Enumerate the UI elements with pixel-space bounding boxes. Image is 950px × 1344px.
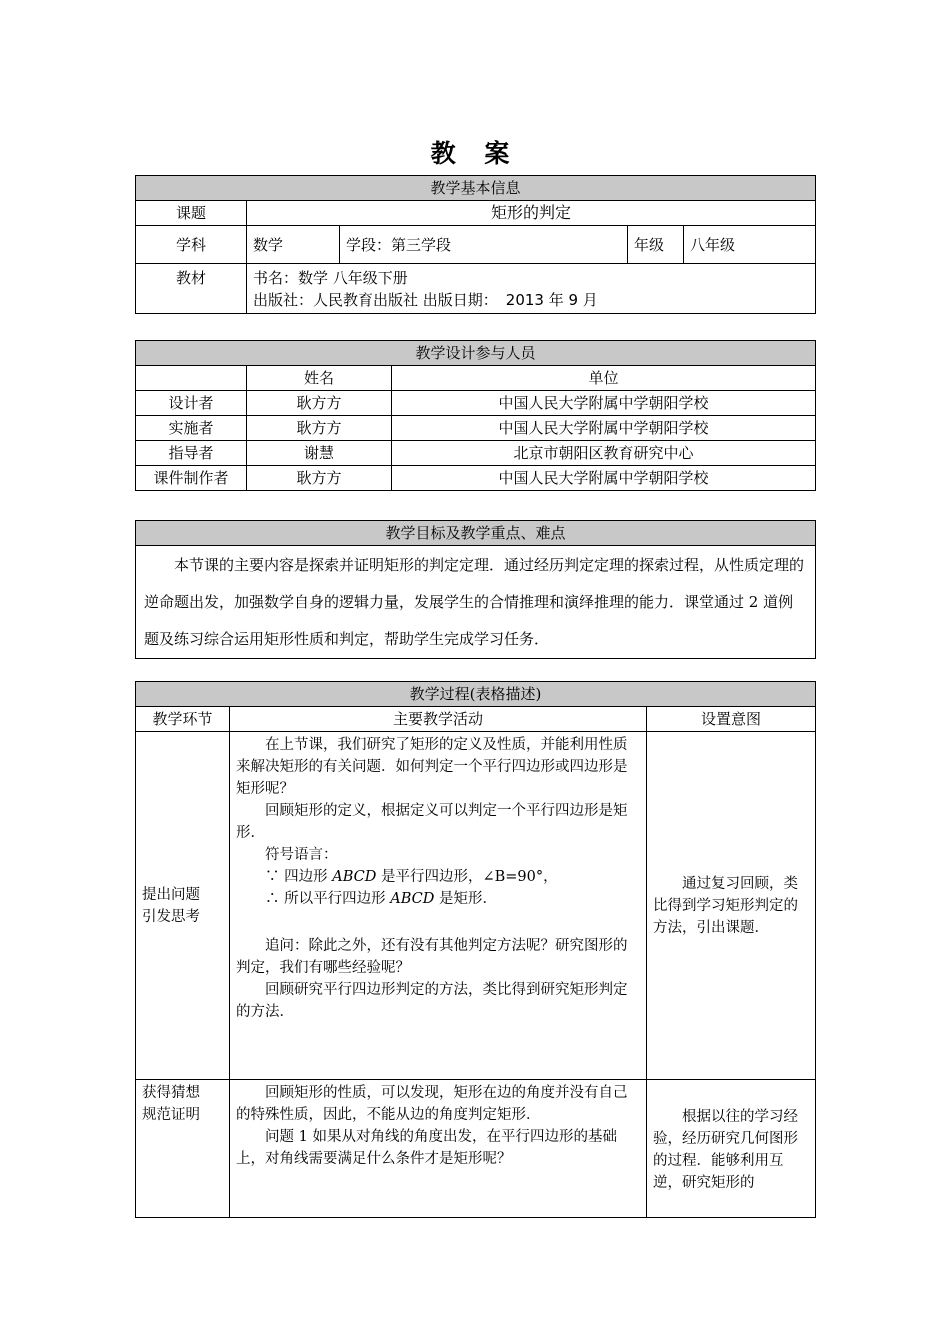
objectives-header: 教学目标及教学重点、难点 — [136, 521, 816, 546]
stage-text: 学段：第三学段 — [340, 226, 628, 264]
textbook-label: 教材 — [136, 264, 247, 314]
unit: 中国人民大学附属中学朝阳学校 — [392, 416, 816, 441]
textbook-info — [247, 264, 816, 314]
participants-header: 教学设计参与人员 — [136, 341, 816, 366]
person-name: 耿方方 — [247, 391, 392, 416]
role: 课件制作者 — [136, 466, 247, 491]
role: 实施者 — [136, 416, 247, 441]
publish-date: 2013 年 9 月 — [505, 291, 598, 309]
objectives-table — [135, 520, 816, 659]
col-stage: 教学环节 — [136, 707, 230, 732]
stage-1-line-1: 提出问题 — [142, 886, 200, 903]
col-name: 姓名 — [247, 366, 392, 391]
s1-p4-prefix: ∵ 四边形 — [265, 869, 333, 885]
unit: 北京市朝阳区教育研究中心 — [392, 441, 816, 466]
publisher-text: 出版社：人民教育出版社 出版日期： — [253, 291, 498, 309]
stage-1-activity — [230, 732, 647, 1080]
person-name: 耿方方 — [247, 466, 392, 491]
s1-paragraph-6: 追问：除此之外，还有没有其他判定方法呢？研究图形的判定，我们有哪些经验呢？ — [236, 937, 628, 976]
s1-paragraph-3: 符号语言： — [265, 847, 338, 863]
stage-1-line-2: 引发思考 — [142, 908, 200, 925]
stage-2 — [136, 1080, 230, 1218]
table-row — [136, 441, 816, 466]
subject-label: 学科 — [136, 226, 247, 264]
doc-title: 教 案 — [430, 139, 520, 168]
stage-2-activity — [230, 1080, 647, 1218]
s1-p5-suffix: 是矩形． — [434, 891, 497, 907]
subject-value: 数学 — [247, 226, 340, 264]
publisher-line — [253, 289, 809, 311]
s2-paragraph-2: 问题 1 如果从对角线的角度出发，在平行四边形的基础上，对角线需要满足什么条件才是矩形呢？ — [236, 1129, 617, 1167]
basic-info-header: 教学基本信息 — [136, 176, 816, 201]
book-line: 书名：数学 八年级下册 — [253, 269, 408, 287]
s1-paragraph-1: 在上节课，我们研究了矩形的定义及性质，并能利用性质来解决矩形的有关问题．如何判定一个平行四边形或四边形是矩形呢？ — [236, 737, 628, 797]
process-table — [135, 681, 816, 1218]
process-header: 教学过程(表格描述) — [136, 682, 816, 707]
table-row — [136, 466, 816, 491]
stage-2-line-1: 获得猜想 — [142, 1085, 200, 1101]
col-activity: 主要教学活动 — [230, 707, 647, 732]
objectives-text: 本节课的主要内容是探索并证明矩形的判定定理．通过经历判定定理的探索过程，从性质定理的逆命题出发，加强数学自身的逻辑力量，发展学生的合情推理和演绎推理的能力．课堂通过 2 道例题及练习综合运用矩形性质和判定，帮助学生完成学习任务． — [144, 556, 805, 648]
role: 指导者 — [136, 441, 247, 466]
s1-paragraph-2: 回顾矩形的定义，根据定义可以判定一个平行四边形是矩形． — [236, 803, 628, 841]
stage-1 — [136, 732, 230, 1080]
s1-paragraph-5 — [236, 888, 640, 910]
grade-label: 年级 — [628, 226, 684, 264]
topic-value: 矩形的判定 — [247, 201, 816, 226]
table-row — [136, 391, 816, 416]
col-intent: 设置意图 — [647, 707, 816, 732]
person-name: 耿方方 — [247, 416, 392, 441]
s1-p5-prefix: ∴ 所以平行四边形 — [265, 891, 391, 907]
unit: 中国人民大学附属中学朝阳学校 — [392, 466, 816, 491]
s1-paragraph-7: 回顾研究平行四边形判定的方法，类比得到研究矩形判定的方法． — [236, 981, 628, 1020]
spacer — [236, 910, 640, 935]
person-name: 谢慧 — [247, 441, 392, 466]
s2-intent: 根据以往的学习经验，经历研究几何图形的过程．能够利用互逆，研究矩形的 — [653, 1109, 798, 1191]
unit: 中国人民大学附属中学朝阳学校 — [392, 391, 816, 416]
stage-2-line-2: 规范证明 — [142, 1107, 200, 1123]
role: 设计者 — [136, 391, 247, 416]
s2-paragraph-1: 回顾矩形的性质，可以发现，矩形在边的角度并没有自己的特殊性质，因此，不能从边的角度判定矩形． — [236, 1085, 628, 1123]
s1-paragraph-4 — [236, 866, 640, 888]
s1-p5-abcd: ABCD — [390, 891, 435, 907]
s1-p4-suffix: 是平行四边形，∠B=90°， — [376, 869, 558, 885]
basic-info-table — [135, 175, 816, 314]
blank-cell — [136, 366, 247, 391]
grade-value: 八年级 — [684, 226, 816, 264]
s1-p4-abcd: ABCD — [332, 869, 377, 885]
topic-label: 课题 — [136, 201, 247, 226]
col-unit: 单位 — [392, 366, 816, 391]
participants-table — [135, 340, 816, 491]
table-row — [136, 416, 816, 441]
s1-intent: 通过复习回顾，类比得到学习矩形判定的方法，引出课题． — [653, 875, 798, 936]
